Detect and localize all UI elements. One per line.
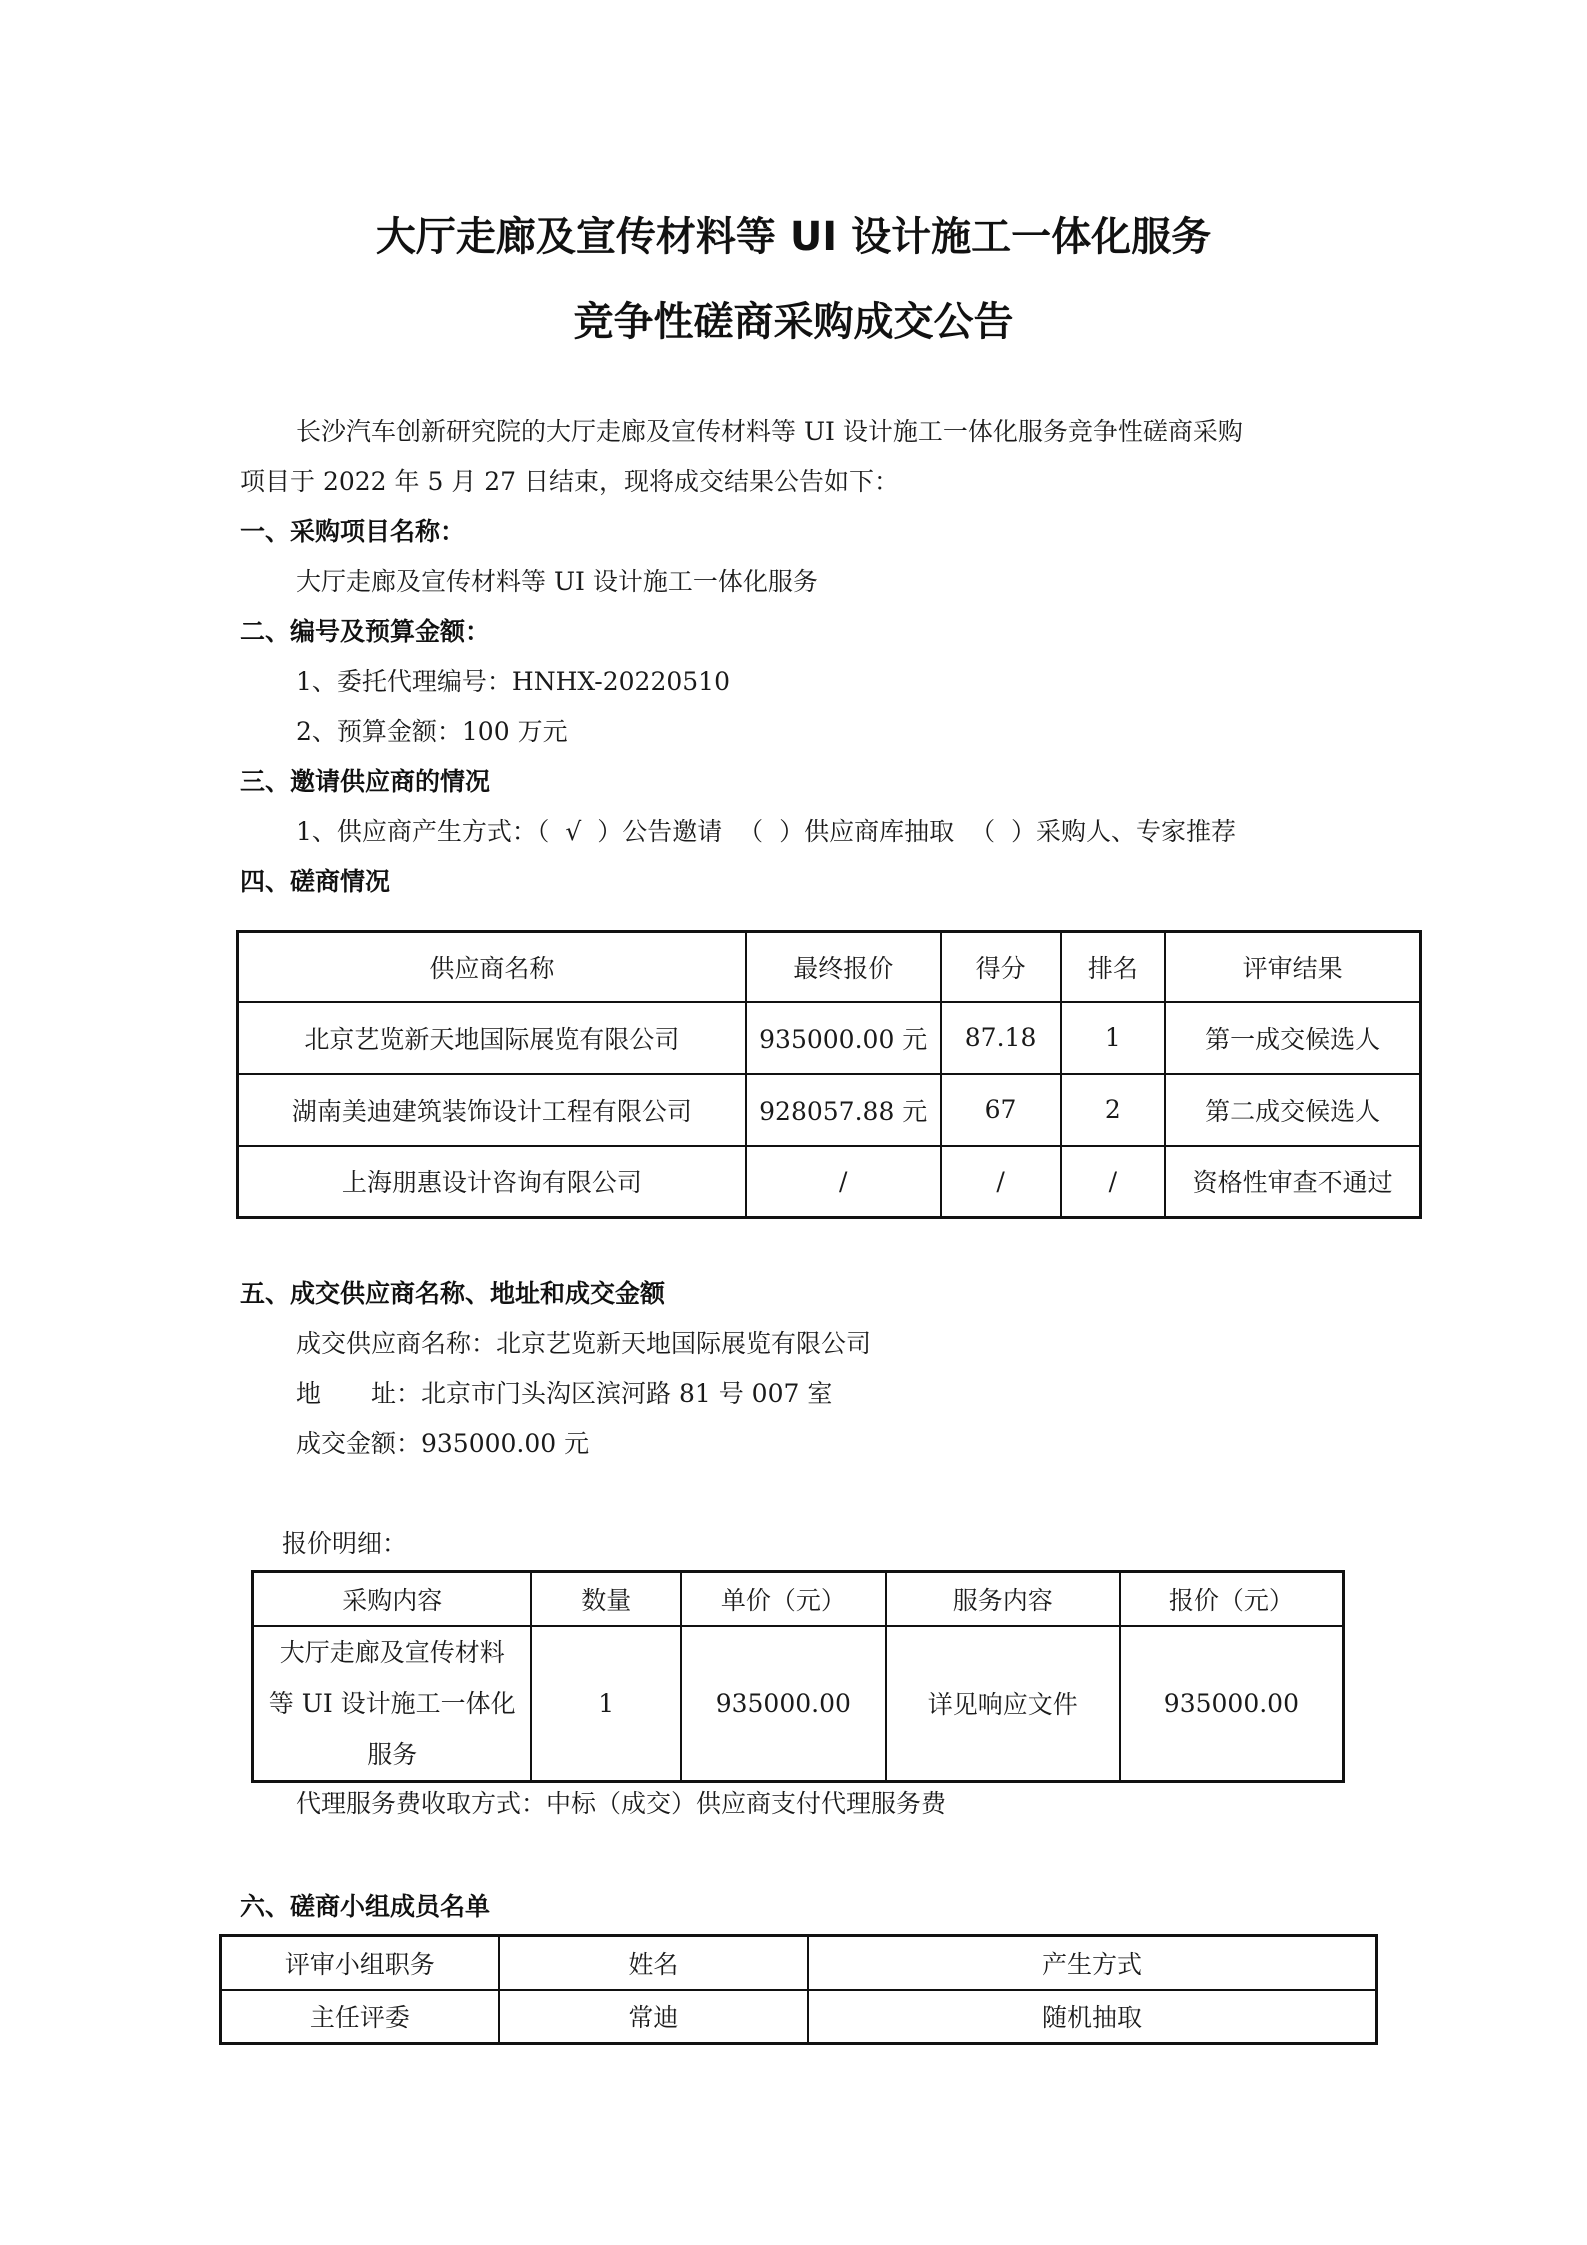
table-row <box>238 1002 1421 1074</box>
quote-cell: 935000.00 <box>1120 1626 1344 1782</box>
purchase-content-cell <box>253 1626 532 1782</box>
section4-heading: 四、磋商情况 <box>240 867 391 896</box>
table-cell: 湖南美迪建筑装饰设计工程有限公司 <box>238 1074 746 1146</box>
unit-price-cell: 935000.00 <box>681 1626 886 1782</box>
table-header-row <box>221 1936 1377 1990</box>
header-cell: 产生方式 <box>808 1936 1377 1990</box>
table-cell: 1 <box>1061 1002 1166 1074</box>
deal-amount: 成交金额：935000.00 元 <box>296 1429 590 1458</box>
header-cell: 姓名 <box>499 1936 808 1990</box>
page-subtitle: 竞争性磋商采购成交公告 <box>573 299 1014 345</box>
table-row <box>238 1146 1421 1218</box>
table-row <box>221 1990 1377 2044</box>
table-cell: 第二成交候选人 <box>1165 1074 1420 1146</box>
quantity-cell: 1 <box>531 1626 681 1782</box>
agency-fee-method: 代理服务费收取方式：中标（成交）供应商支付代理服务费 <box>296 1789 947 1818</box>
header-cell: 数量 <box>531 1572 681 1626</box>
table-row <box>238 1074 1421 1146</box>
table-cell: 935000.00 元 <box>746 1002 941 1074</box>
table-row <box>253 1626 1344 1782</box>
header-cell: 采购内容 <box>253 1572 532 1626</box>
section1-heading: 一、采购项目名称： <box>240 517 466 546</box>
table-cell: 北京艺览新天地国际展览有限公司 <box>238 1002 746 1074</box>
panel-members-table <box>219 1934 1378 2045</box>
negotiation-table <box>236 930 1422 1219</box>
quote-detail-label: 报价明细： <box>282 1529 408 1558</box>
supplier-method: 1、供应商产生方式：（ √ ）公告邀请 （ ）供应商库抽取 （ ）采购人、专家推荐 <box>296 817 1237 846</box>
table-cell: 928057.88 元 <box>746 1074 941 1146</box>
section5-heading: 五、成交供应商名称、地址和成交金额 <box>240 1279 666 1308</box>
address-label: 地 址： <box>296 1379 422 1408</box>
table-header-row <box>253 1572 1344 1626</box>
table-cell: 2 <box>1061 1074 1166 1146</box>
budget-amount: 2、预算金额：100 万元 <box>296 717 568 746</box>
table-cell: 87.18 <box>941 1002 1061 1074</box>
table-cell: 主任评委 <box>221 1990 499 2044</box>
intro-line-1: 长沙汽车创新研究院的大厅走廊及宣传材料等 UI 设计施工一体化服务竞争性磋商采购 <box>296 417 1243 446</box>
table-cell: / <box>941 1146 1061 1218</box>
intro-line-2: 项目于 2022 年 5 月 27 日结束，现将成交结果公告如下： <box>240 467 900 496</box>
header-cell: 最终报价 <box>746 932 941 1002</box>
purchase-content-line: 等 UI 设计施工一体化 <box>268 1688 516 1718</box>
header-cell: 得分 <box>941 932 1061 1002</box>
quote-detail-table <box>251 1570 1345 1783</box>
header-cell: 排名 <box>1061 932 1166 1002</box>
header-cell: 服务内容 <box>886 1572 1120 1626</box>
section2-heading: 二、编号及预算金额： <box>240 617 491 646</box>
agency-code: 1、委托代理编号：HNHX-20220510 <box>296 667 730 696</box>
service-content-cell: 详见响应文件 <box>886 1626 1120 1782</box>
purchase-content-line: 大厅走廊及宣传材料 <box>279 1637 505 1667</box>
supplier-address <box>296 1377 832 1411</box>
header-cell: 评审结果 <box>1165 932 1420 1002</box>
section6-heading: 六、磋商小组成员名单 <box>240 1892 491 1921</box>
page-title: 大厅走廊及宣传材料等 UI 设计施工一体化服务 <box>375 214 1212 260</box>
table-cell: 上海朋惠设计咨询有限公司 <box>238 1146 746 1218</box>
table-cell: 资格性审查不通过 <box>1165 1146 1420 1218</box>
project-name: 大厅走廊及宣传材料等 UI 设计施工一体化服务 <box>296 567 818 596</box>
table-cell: / <box>746 1146 941 1218</box>
table-cell: 常迪 <box>499 1990 808 2044</box>
header-cell: 供应商名称 <box>238 932 746 1002</box>
header-cell: 单价（元） <box>681 1572 886 1626</box>
table-cell: 67 <box>941 1074 1061 1146</box>
purchase-content-line: 服务 <box>367 1739 418 1769</box>
winning-supplier: 成交供应商名称：北京艺览新天地国际展览有限公司 <box>296 1329 872 1358</box>
header-cell: 评审小组职务 <box>221 1936 499 1990</box>
table-cell: 随机抽取 <box>808 1990 1377 2044</box>
table-cell: 第一成交候选人 <box>1165 1002 1420 1074</box>
table-cell: / <box>1061 1146 1166 1218</box>
table-header-row <box>238 932 1421 1002</box>
section3-heading: 三、邀请供应商的情况 <box>240 767 491 796</box>
address-value: 北京市门头沟区滨河路 81 号 007 室 <box>421 1379 833 1408</box>
header-cell: 报价（元） <box>1120 1572 1344 1626</box>
